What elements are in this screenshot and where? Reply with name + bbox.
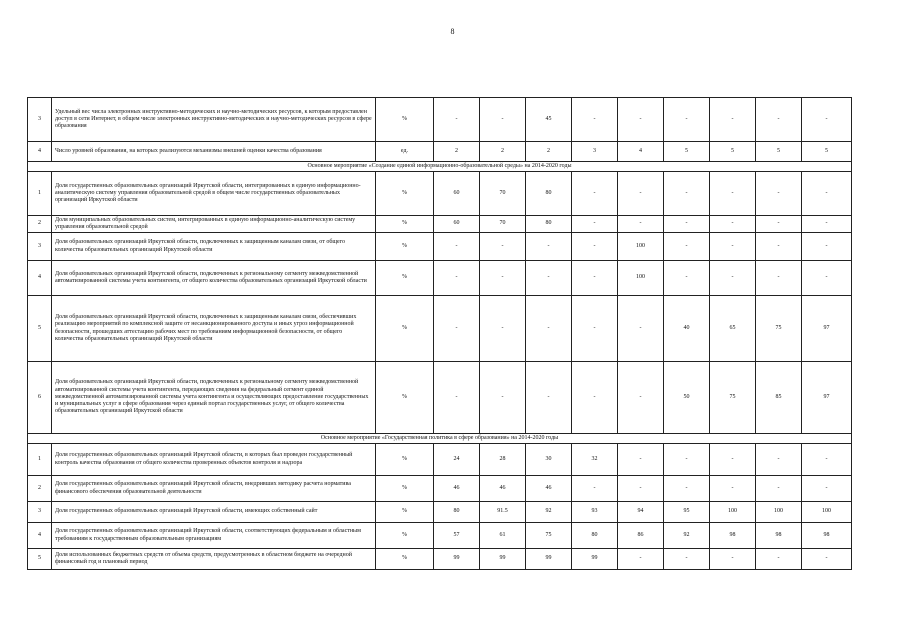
value-cell: - — [802, 98, 852, 142]
value-cell: - — [802, 172, 852, 216]
value-cell: 24 — [434, 444, 480, 476]
value-cell: 70 — [480, 216, 526, 233]
row-number: 3 — [28, 502, 52, 523]
value-cell: 5 — [664, 142, 710, 162]
value-cell: 2 — [480, 142, 526, 162]
value-cell: - — [480, 233, 526, 261]
value-cell: 75 — [756, 296, 802, 362]
value-cell: - — [802, 233, 852, 261]
value-cell: - — [664, 233, 710, 261]
value-cell: 46 — [526, 476, 572, 502]
value-cell: 91.5 — [480, 502, 526, 523]
value-cell: - — [664, 444, 710, 476]
value-cell: - — [664, 476, 710, 502]
value-cell: 4 — [618, 142, 664, 162]
unit-cell: % — [376, 362, 434, 434]
value-cell: 46 — [434, 476, 480, 502]
value-cell: 92 — [664, 523, 710, 549]
value-cell: - — [572, 261, 618, 296]
value-cell: - — [710, 261, 756, 296]
value-cell: - — [664, 98, 710, 142]
value-cell: 97 — [802, 296, 852, 362]
section-title: Основное мероприятие «Создание единой информационно-образовательной среды» на 2014-2020 годы — [28, 162, 852, 172]
value-cell: - — [802, 476, 852, 502]
unit-cell: % — [376, 216, 434, 233]
indicator-name: Удельный вес числа электронных инструктивно-методических и научно-методических ресурсов, к которым предоставлен доступ в сети Интернет, в общем числе электронных инструктивно-методических и научно-методических ресурсов в сфере образования — [52, 98, 376, 142]
value-cell: 5 — [756, 142, 802, 162]
row-number: 3 — [28, 233, 52, 261]
unit-cell: % — [376, 444, 434, 476]
value-cell: - — [618, 476, 664, 502]
value-cell: - — [756, 98, 802, 142]
value-cell: - — [710, 476, 756, 502]
value-cell: 3 — [572, 142, 618, 162]
value-cell: - — [480, 261, 526, 296]
value-cell: 93 — [572, 502, 618, 523]
value-cell: 100 — [710, 502, 756, 523]
value-cell: 30 — [526, 444, 572, 476]
value-cell: - — [572, 296, 618, 362]
value-cell: 45 — [526, 98, 572, 142]
value-cell: - — [756, 233, 802, 261]
value-cell: - — [756, 172, 802, 216]
value-cell: 32 — [572, 444, 618, 476]
value-cell: 50 — [664, 362, 710, 434]
row-number: 4 — [28, 523, 52, 549]
value-cell: - — [434, 362, 480, 434]
value-cell: 80 — [526, 216, 572, 233]
value-cell: 5 — [710, 142, 756, 162]
value-cell: 98 — [710, 523, 756, 549]
value-cell: 100 — [618, 233, 664, 261]
value-cell: 86 — [618, 523, 664, 549]
indicator-name: Доля государственных образовательных организаций Иркутской области, в которых был проведен государственный контроль качества образования от общего количества проверенных объектов контроля и надзора — [52, 444, 376, 476]
value-cell: 99 — [572, 549, 618, 570]
value-cell: 28 — [480, 444, 526, 476]
value-cell: - — [664, 216, 710, 233]
indicator-name: Доля государственных образовательных организаций Иркутской области, соответствующих федеральным и областным требованиям к государственным образовательным организациям — [52, 523, 376, 549]
value-cell: - — [434, 261, 480, 296]
value-cell: - — [756, 549, 802, 570]
value-cell: 99 — [480, 549, 526, 570]
value-cell: 2 — [434, 142, 480, 162]
value-cell: 65 — [710, 296, 756, 362]
value-cell: - — [664, 172, 710, 216]
table-row — [28, 444, 852, 476]
value-cell: 5 — [802, 142, 852, 162]
value-cell: - — [572, 233, 618, 261]
row-number: 3 — [28, 98, 52, 142]
value-cell: - — [434, 233, 480, 261]
value-cell: 100 — [618, 261, 664, 296]
value-cell: - — [572, 476, 618, 502]
row-number: 4 — [28, 142, 52, 162]
unit-cell: % — [376, 172, 434, 216]
value-cell: 98 — [802, 523, 852, 549]
indicators-table — [27, 97, 852, 570]
value-cell: - — [756, 261, 802, 296]
value-cell: - — [526, 261, 572, 296]
table-row — [28, 523, 852, 549]
row-number: 2 — [28, 216, 52, 233]
value-cell: - — [572, 362, 618, 434]
value-cell: - — [618, 362, 664, 434]
value-cell: 57 — [434, 523, 480, 549]
section-title: Основное мероприятие «Государственная политика в сфере образования» на 2014-2020 годы — [28, 434, 852, 444]
value-cell: - — [572, 172, 618, 216]
page-number: 8 — [450, 27, 455, 36]
value-cell: 60 — [434, 216, 480, 233]
value-cell: 98 — [756, 523, 802, 549]
table-row — [28, 362, 852, 434]
table-row — [28, 142, 852, 162]
indicator-name: Число уровней образования, на которых реализуются механизмы внешней оценки качества образования — [52, 142, 376, 162]
unit-cell: % — [376, 523, 434, 549]
indicator-name: Доля образовательных организаций Иркутской области, подключенных к защищенным каналам связи, от общего количества образовательных организаций Иркутской области — [52, 233, 376, 261]
value-cell: - — [664, 261, 710, 296]
value-cell: - — [756, 476, 802, 502]
value-cell: 80 — [526, 172, 572, 216]
table-row — [28, 216, 852, 233]
value-cell: - — [572, 98, 618, 142]
indicator-name: Доля образовательных организаций Иркутской области, подключенных к региональному сегменту межведомственной автоматизированной системы учета контингента, передающих сведения на федеральный сегмент единой межведомственной автоматизированной системы учета контингента и осуществляющих предоставление государственных и муниципальных услуг в сфере образования через единый портал государственных услуг, от общего количества образовательных организаций Иркутской области — [52, 362, 376, 434]
value-cell: - — [802, 549, 852, 570]
value-cell: - — [710, 216, 756, 233]
row-number: 5 — [28, 296, 52, 362]
value-cell: - — [618, 549, 664, 570]
indicator-name: Доля государственных образовательных организаций Иркутской области, внедривших методику расчета норматива финансового обеспечения образовательной деятельности — [52, 476, 376, 502]
value-cell: - — [572, 216, 618, 233]
value-cell: 61 — [480, 523, 526, 549]
value-cell: 80 — [572, 523, 618, 549]
section-header-row — [28, 434, 852, 444]
section-header-row — [28, 162, 852, 172]
value-cell: 46 — [480, 476, 526, 502]
unit-cell: % — [376, 476, 434, 502]
value-cell: - — [480, 98, 526, 142]
value-cell: - — [756, 444, 802, 476]
value-cell: 94 — [618, 502, 664, 523]
value-cell: - — [480, 362, 526, 434]
value-cell: - — [802, 216, 852, 233]
indicator-name: Доля образовательных организаций Иркутской области, подключенных к региональному сегменту межведомственной автоматизированной системы учета контингента, от общего количества образовательных организаций Иркутской области — [52, 261, 376, 296]
value-cell: 100 — [756, 502, 802, 523]
value-cell: - — [526, 233, 572, 261]
value-cell: - — [618, 296, 664, 362]
value-cell: - — [710, 98, 756, 142]
value-cell: - — [802, 261, 852, 296]
unit-cell: % — [376, 261, 434, 296]
value-cell: 85 — [756, 362, 802, 434]
value-cell: - — [710, 172, 756, 216]
value-cell: - — [526, 296, 572, 362]
value-cell: - — [710, 444, 756, 476]
table-row — [28, 172, 852, 216]
value-cell: - — [710, 549, 756, 570]
value-cell: 100 — [802, 502, 852, 523]
indicator-name: Доля использованных бюджетных средств от объема средств, предусмотренных в областном бюджете на очередной финансовый год и плановый период — [52, 549, 376, 570]
value-cell: - — [618, 98, 664, 142]
value-cell: 40 — [664, 296, 710, 362]
row-number: 2 — [28, 476, 52, 502]
value-cell: - — [710, 233, 756, 261]
table-row — [28, 549, 852, 570]
table-row — [28, 233, 852, 261]
unit-cell: ед. — [376, 142, 434, 162]
value-cell: - — [756, 216, 802, 233]
value-cell: - — [618, 216, 664, 233]
table-row — [28, 502, 852, 523]
row-number: 4 — [28, 261, 52, 296]
value-cell: 2 — [526, 142, 572, 162]
table-row — [28, 296, 852, 362]
row-number: 1 — [28, 172, 52, 216]
value-cell: - — [480, 296, 526, 362]
indicator-name: Доля государственных образовательных организаций Иркутской области, имеющих собственный сайт — [52, 502, 376, 523]
table-row — [28, 476, 852, 502]
value-cell: - — [802, 444, 852, 476]
indicator-name: Доля государственных образовательных организаций Иркутской области, интегрированных в единую информационно-аналитическую систему управления образовательной средой в общем числе государственных образовательных организаций Иркутской области — [52, 172, 376, 216]
value-cell: - — [434, 98, 480, 142]
value-cell: 97 — [802, 362, 852, 434]
value-cell: - — [526, 362, 572, 434]
table-row — [28, 98, 852, 142]
value-cell: - — [618, 444, 664, 476]
value-cell: - — [664, 549, 710, 570]
row-number: 6 — [28, 362, 52, 434]
value-cell: 70 — [480, 172, 526, 216]
indicator-name: Доля муниципальных образовательных систем, интегрированных в единую информационно-аналитическую систему управления образовательной средой — [52, 216, 376, 233]
value-cell: 92 — [526, 502, 572, 523]
indicator-name: Доля образовательных организаций Иркутской области, подключенных к защищенным каналам связи, обеспечивших реализацию мероприятий по комплексной защите от несанкционированного доступа и иных угроз информационной безопасности, прошедших аттестацию рабочих мест по требованиям информационной безопасности, от общего количества образовательных организаций Иркутской области — [52, 296, 376, 362]
unit-cell: % — [376, 233, 434, 261]
unit-cell: % — [376, 502, 434, 523]
table-row — [28, 261, 852, 296]
row-number: 5 — [28, 549, 52, 570]
unit-cell: % — [376, 549, 434, 570]
value-cell: 75 — [526, 523, 572, 549]
value-cell: - — [618, 172, 664, 216]
value-cell: 95 — [664, 502, 710, 523]
row-number: 1 — [28, 444, 52, 476]
unit-cell: % — [376, 98, 434, 142]
value-cell: 80 — [434, 502, 480, 523]
value-cell: 99 — [434, 549, 480, 570]
value-cell: 75 — [710, 362, 756, 434]
value-cell: - — [434, 296, 480, 362]
value-cell: 99 — [526, 549, 572, 570]
unit-cell: % — [376, 296, 434, 362]
value-cell: 60 — [434, 172, 480, 216]
